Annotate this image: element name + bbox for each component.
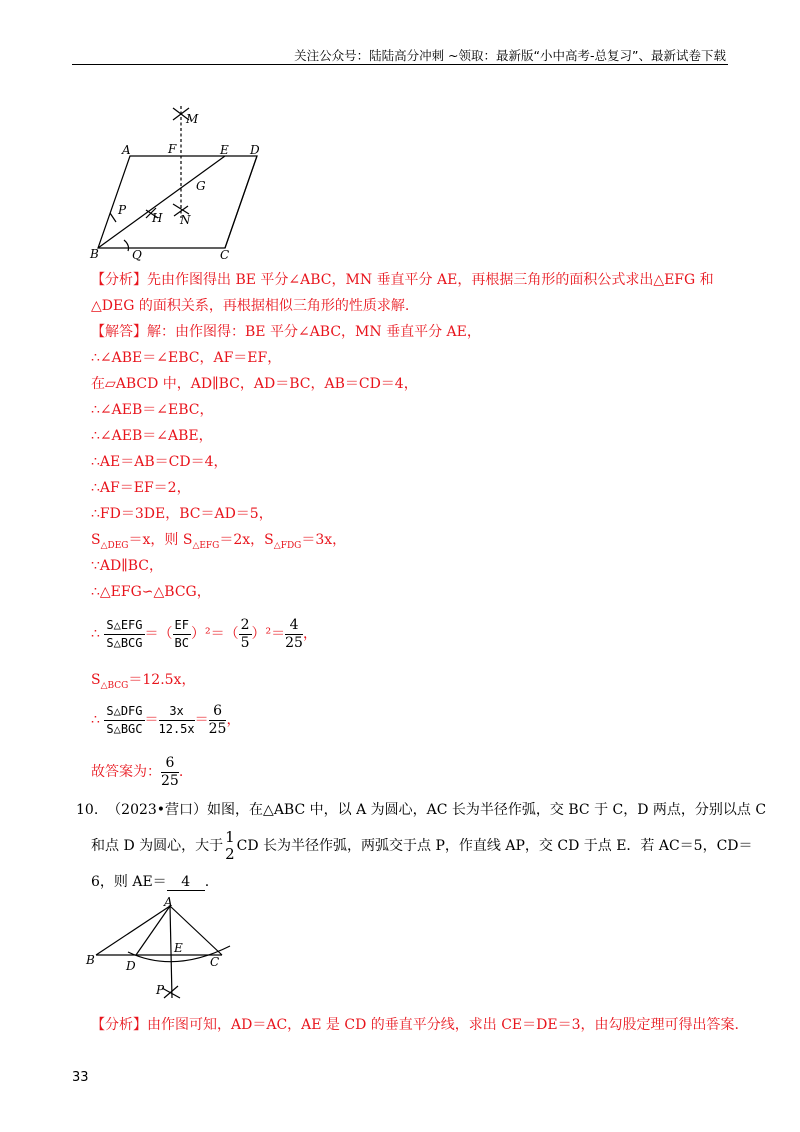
analysis-tag: 【分析】 xyxy=(91,272,147,288)
segment-ce xyxy=(225,156,257,248)
label-e: E xyxy=(220,143,229,157)
problem-10-line2: 和点 D 为圆心，大于 1 2 CD 长为半径作弧，两弧交于点 P，作直线 AP，交 CD 于点 E．若 AC＝5，CD＝ xyxy=(91,828,753,863)
solution-line: ∴△EFG∽△BCG， xyxy=(91,584,211,600)
analysis-1-line2: △DEG 的面积关系，再根据相似三角形的性质求解. xyxy=(91,298,410,314)
page-number: 33 xyxy=(72,1070,89,1085)
line-ap xyxy=(170,906,172,998)
triangle-figure xyxy=(84,894,244,1002)
label-n: N xyxy=(180,213,191,227)
solution-area-line: $S_{\triangle DEG}=x$，则 $S_{\triangle EFG}=2x$，$S_{\triangle FDG}=3x$， xyxy=(91,532,347,551)
solution-line: ∴AF＝EF＝2， xyxy=(91,480,191,496)
analysis-1-line1: 【分析】先由作图得出 BE 平分∠ABC，MN 垂直平分 AE，再根据三角形的面积公式求出△EFG 和 xyxy=(91,272,714,288)
label-h: H xyxy=(152,211,163,225)
label-c: C xyxy=(220,248,230,262)
problem-10-line3: 6，则 AE＝ 4 . xyxy=(91,874,210,890)
final-answer-line: 故答案为： $\frac{6}{25}$ . xyxy=(91,754,184,789)
header-text: 关注公众号：陆陆高分冲刺 ~领取：最新版“小中高考-总复习”、最新试卷下载 xyxy=(294,48,726,63)
label-a: A xyxy=(164,895,173,909)
solution-line: ∴FD＝3DE，BC＝AD＝5， xyxy=(91,506,273,522)
label-p: P xyxy=(118,203,127,217)
solution-line: ∵AD∥BC， xyxy=(91,558,163,574)
label-m: M xyxy=(186,112,199,126)
label-d: D xyxy=(250,143,260,157)
solution-1-line1: 【解答】解：由作图得：BE 平分∠ABC，MN 垂直平分 AE， xyxy=(91,324,481,340)
label-b: B xyxy=(86,953,95,967)
solution-line: ∴AE＝AB＝CD＝4， xyxy=(91,454,228,470)
problem-number: 10. xyxy=(76,802,99,818)
parallelogram-abcd xyxy=(98,156,257,248)
label-c: C xyxy=(210,955,220,969)
solution-line: ∴∠AEB＝∠ABE， xyxy=(91,428,213,444)
label-g: G xyxy=(196,179,206,193)
label-q: Q xyxy=(132,248,142,262)
solution-line: ∴∠AEB＝∠EBC， xyxy=(91,402,214,418)
ratio-equation-2: ∴ $\frac{\text{S△DFG}}{\text{S△BGC}}$ ＝ $\frac{3x}{12.5x}$ ＝ $\frac{6}{25}$ ， xyxy=(91,702,241,737)
solution-tag: 【解答】 xyxy=(91,324,147,340)
parallelogram-figure xyxy=(80,98,290,263)
ratio-equation-1: ∴ $\frac{\text{S△EFG}}{\text{S△BCG}}$ ＝（ $\frac{EF}{BC}$ ）²＝（ $\frac{2}{5}$ ）²＝ $\frac{4}{25}$ ， xyxy=(91,616,317,651)
segment-be xyxy=(98,156,225,248)
page-header xyxy=(72,44,728,65)
analysis-tag: 【分析】 xyxy=(91,1017,147,1033)
solution-line: 在▱ABCD 中，AD∥BC，AD＝BC，AB＝CD＝4， xyxy=(91,376,418,392)
solution-line: ∴∠ABE＝∠EBC，AF＝EF， xyxy=(91,350,282,366)
problem-10-line1: 10. （2023•营口）如图，在△ABC 中，以 A 为圆心，AC 长为半径作弧，交 BC 于 C，D 两点，分别以点 C xyxy=(76,802,767,818)
answer-blank: 4 xyxy=(167,874,205,891)
label-b: B xyxy=(90,247,99,261)
analysis-2: 【分析】由作图可知，AD＝AC，AE 是 CD 的垂直平分线，求出 CE＝DE＝3，由勾股定理可得出答案. xyxy=(91,1017,739,1033)
label-p: P xyxy=(156,983,165,997)
label-e: E xyxy=(174,941,183,955)
label-a: A xyxy=(122,143,131,157)
solution-area-bcg: $S_{\triangle BCG}=12.5x$， xyxy=(91,672,196,691)
label-d: D xyxy=(126,959,136,973)
label-f: F xyxy=(168,142,177,156)
